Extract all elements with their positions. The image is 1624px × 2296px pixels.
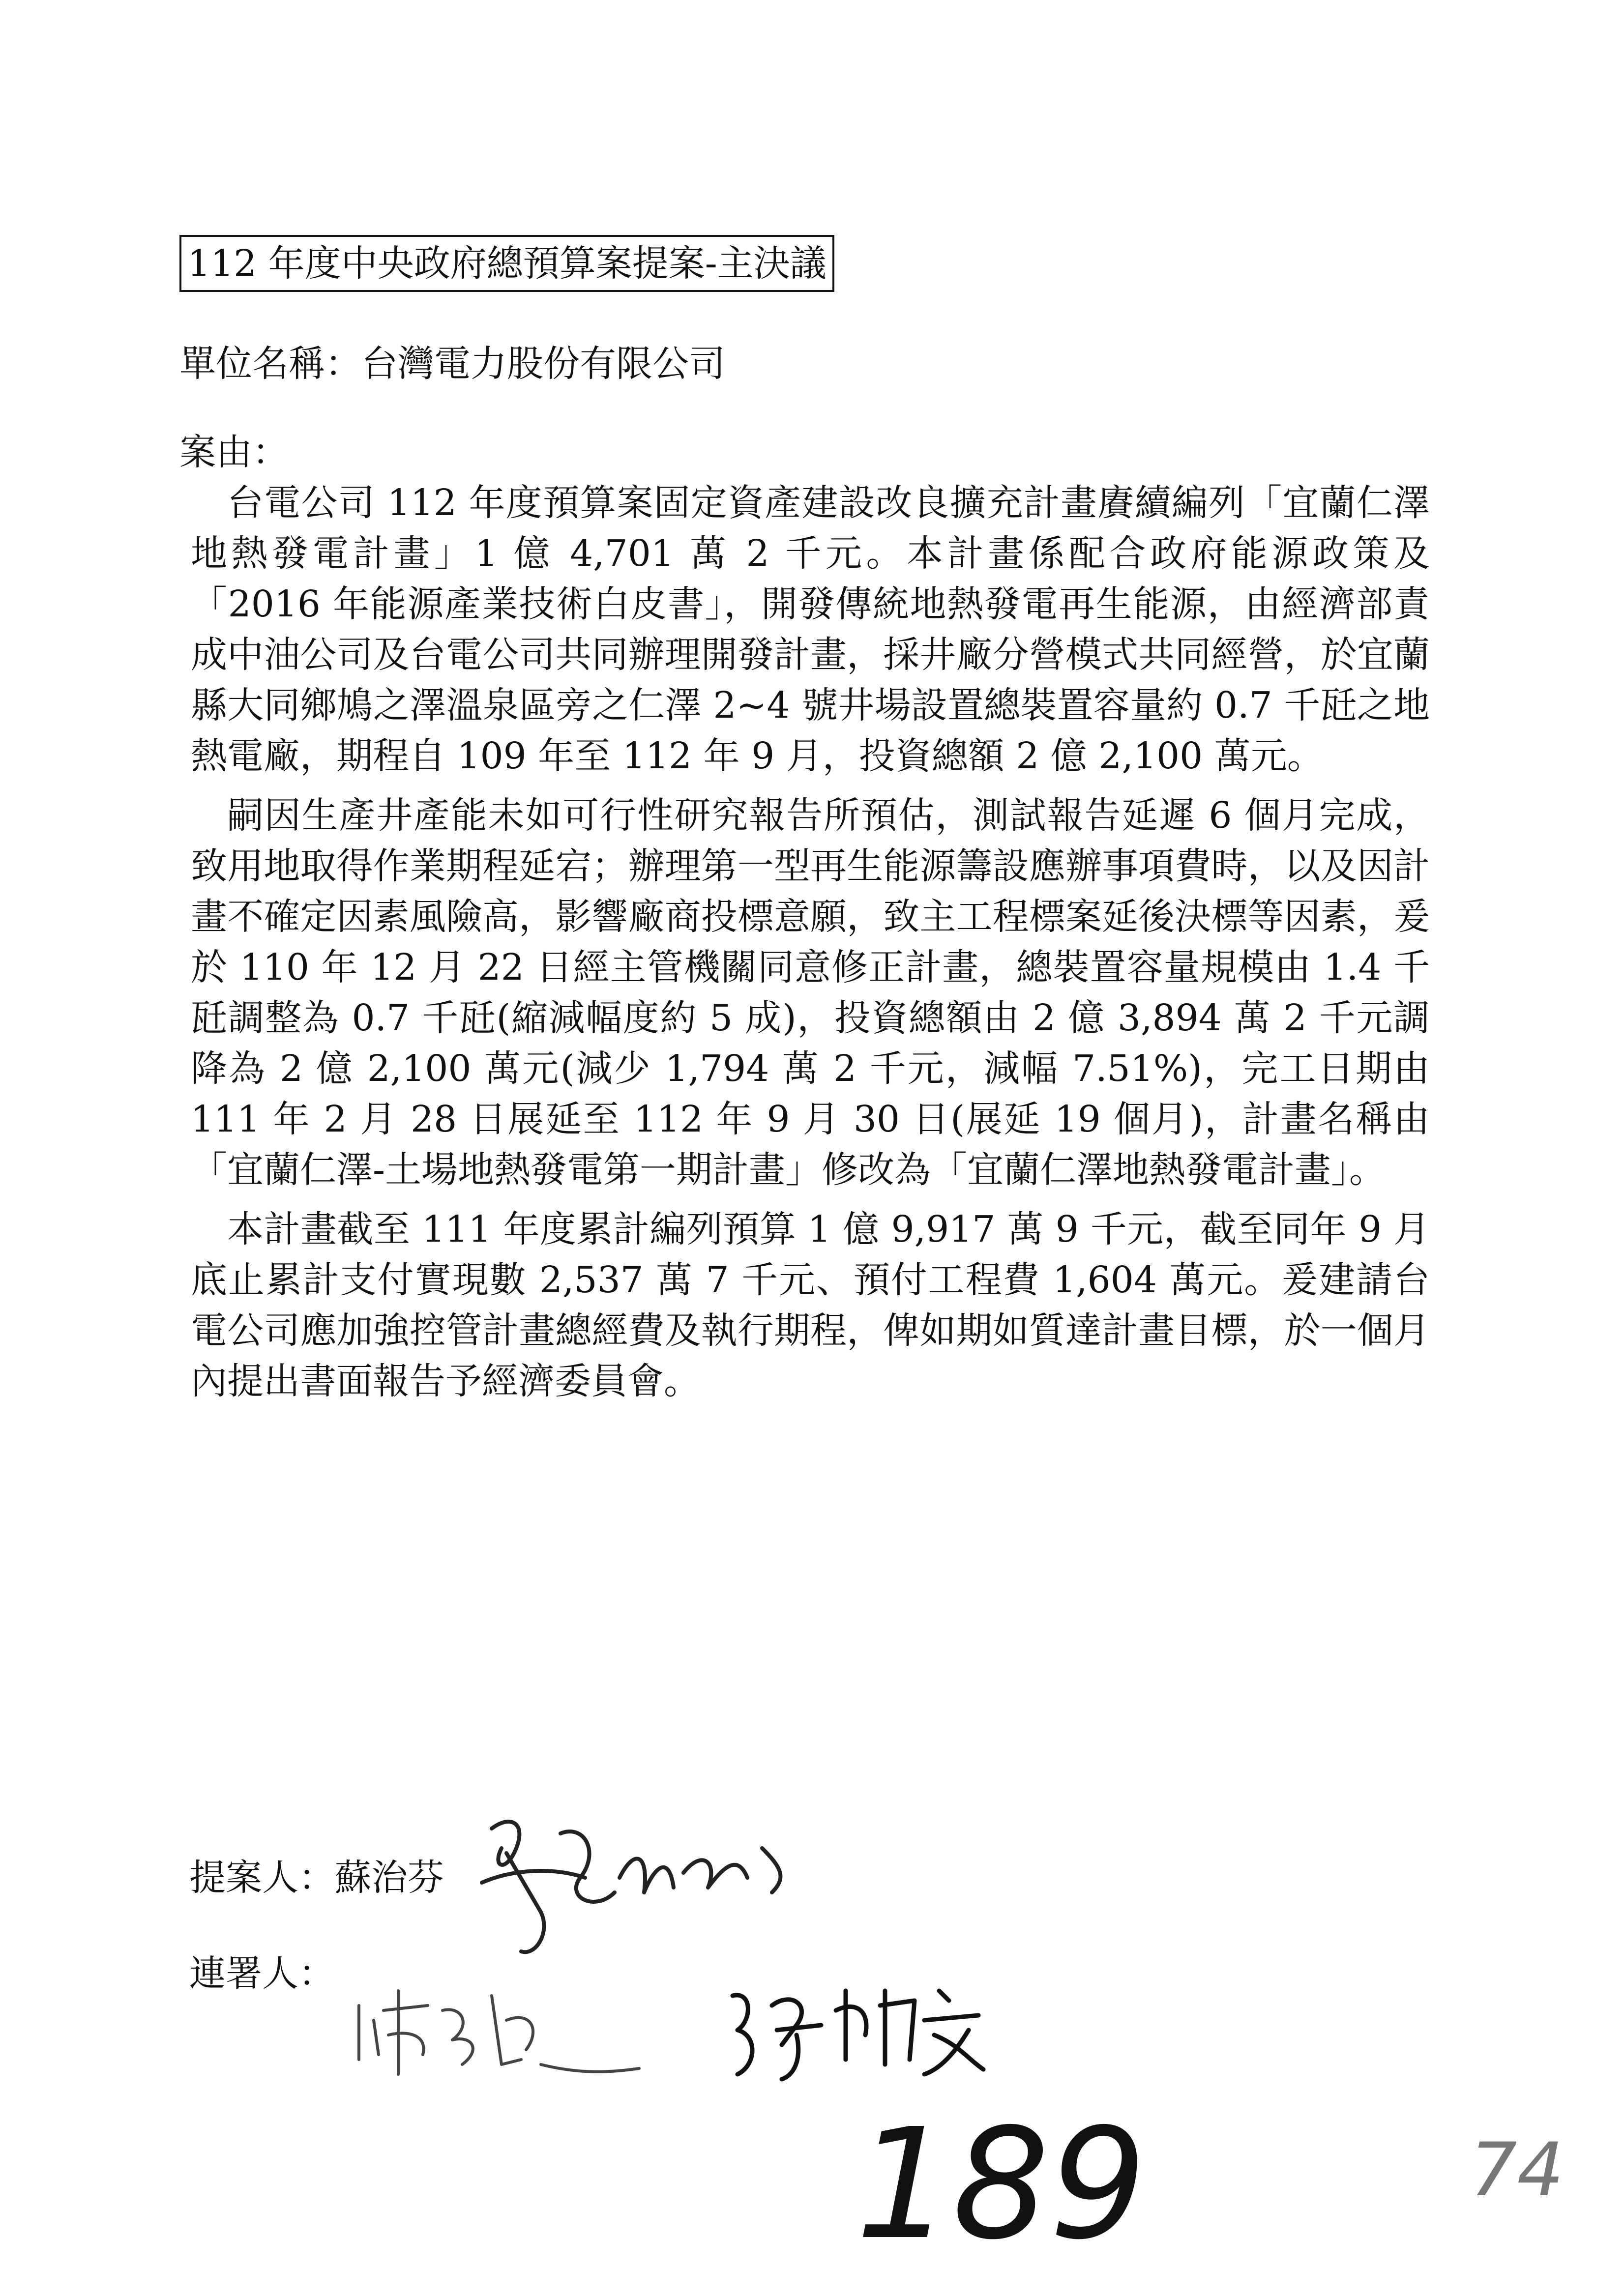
paragraph: 嗣因生產井產能未如可行性研究報告所預估，測試報告延遲 6 個月完成，致用地取得作業期程延宕；辦理第一型再生能源籌設應辦事項費時，以及因計畫不確定因素風險高，影響廠商投標意願，致主工程標案延後決標等因素，爰於 110 年 12 月 22 日經主管機關同意修正計畫，總裝置容量規模由 1.4 千瓩調整為 0.7 千瓩(縮減幅度約 5 成)，投資總額由 2 億 3,894 萬 2 千元調降為 2 億 2,100 萬元(減少 1,794 萬 2 千元，減幅 7.51%)，完工日期由 111 年 2 月 28 日展延至 112 年 9 月 30 日(展延 19 個月)，計畫名稱由「宜蘭仁澤-土場地熱發電第一期計畫」修改為「宜蘭仁澤地熱發電計畫」。 [191, 794, 1430, 1191]
case-body [191, 478, 1430, 1416]
unit-name: 單位名稱：台灣電力股份有限公司 [179, 343, 725, 385]
page-title: 112 年度中央政府總預算案提案-主決議 [179, 235, 834, 292]
proposer-signature [472, 1794, 846, 1971]
cosigner-signature-1 [344, 1961, 659, 2089]
paragraph: 台電公司 112 年度預算案固定資產建設改良擴充計畫賡續編列「宜蘭仁澤地熱發電計畫」1 億 4,701 萬 2 千元。本計畫係配合政府能源政策及「2016 年能源產業技術白皮書」，開發傳統地熱發電再生能源，由經濟部責成中油公司及台電公司共同辦理開發計畫，採井廠分營模式共同經營，於宜蘭縣大同鄉鳩之澤溫泉區旁之仁澤 2~4 號井場設置總裝置容量約 0.7 千瓩之地熱電廠，期程自 109 年至 112 年 9 月，投資總額 2 億 2,100 萬元。 [191, 482, 1430, 777]
handwritten-page-number: 189 [856, 2096, 1147, 2273]
proposer-label: 提案人：蘇治芬 [189, 1857, 444, 1899]
case-label: 案由： [179, 431, 289, 473]
paragraph: 本計畫截至 111 年度累計編列預算 1 億 9,917 萬 9 千元，截至同年 9 月底止累計支付實現數 2,537 萬 7 千元、預付工程費 1,604 萬元。爰建請台電公司應加強控管計畫總經費及執行期程，俾如期如質達計畫目標，於一個月內提出書面報告予經濟委員會。 [191, 1208, 1430, 1402]
cosigner-label: 連署人： [189, 1952, 335, 1995]
cosigner-signature-2 [723, 1961, 998, 2089]
page-number: 74 [1470, 2127, 1564, 2213]
